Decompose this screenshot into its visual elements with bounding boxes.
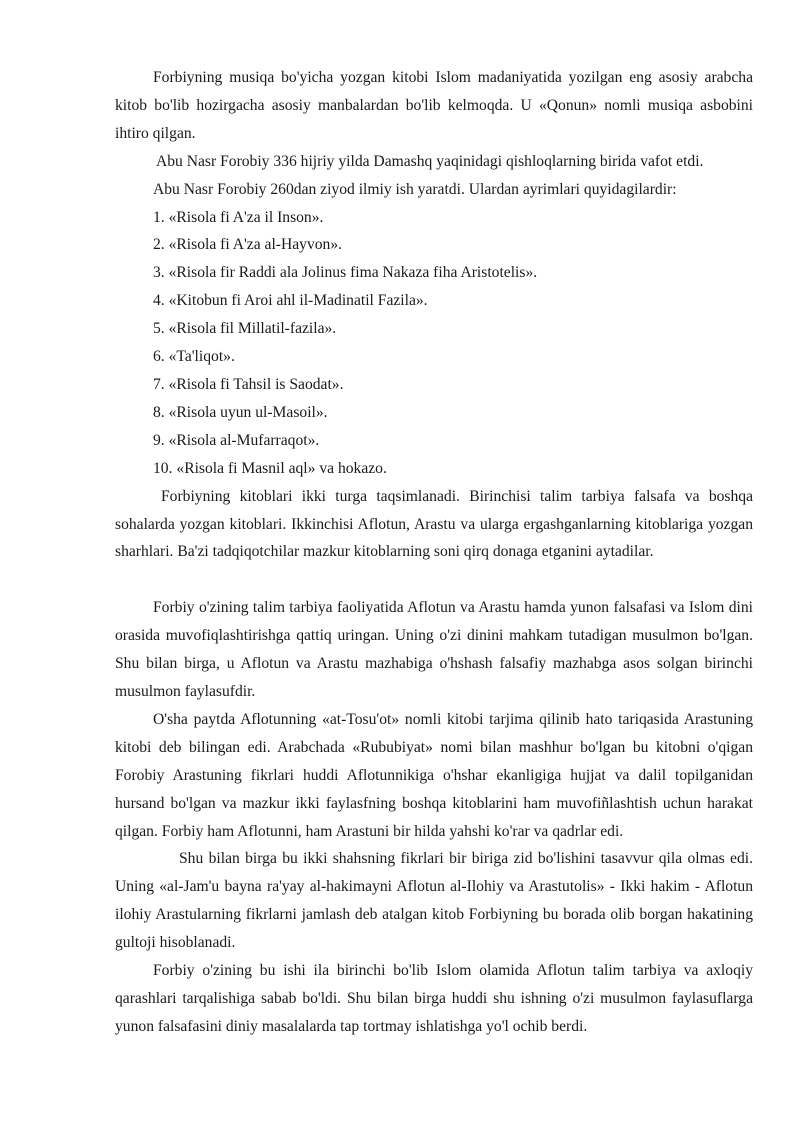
list-item: 9. «Risola al-Mufarraqot».	[153, 431, 320, 449]
list-item: 4. «Kitobun fi Aroi ahl il-Madinatil Fazila».	[153, 292, 428, 310]
works-list	[115, 204, 753, 483]
list-item: 7. «Risola fi Tahsil is Saodat».	[153, 375, 344, 393]
list-item: 1. «Risola fi A'za il Inson».	[153, 208, 324, 226]
list-item: 3. «Risola fir Raddi ala Jolinus fima Nakaza fiha Aristotelis».	[153, 264, 538, 282]
document-page	[115, 64, 753, 1041]
paragraph: Forbiyning musiqa bo'yicha yozgan kitobi Islom madaniyatida yozilgan eng asosiy arabcha kitob bo'lib hozirgacha asosiy manbalardan bo'lib kelmoqda. U «Qonun» nomli musiqa asbobini ihtiro qilgan.	[115, 69, 753, 142]
list-item: 8. «Risola uyun ul-Masoil».	[153, 403, 328, 421]
list-item: 5. «Risola fil Millatil-fazila».	[153, 320, 337, 338]
list-item: 10. «Risola fi Masnil aql» va hokazo.	[153, 459, 387, 477]
paragraph: Forbiy o'zining talim tarbiya faoliyatida Aflotun va Arastu hamda yunon falsafasi va Islom dini orasida muvofiqlashtirishga qattiq uringan. Uning o'zi dinini mahkam tutadigan musulmon bo'lgan. Shu bilan birga, u Aflotun va Arastu mazhabiga o'hshash falsafiy mazhabga asos solgan birinchi musulmon faylasufdir.	[115, 599, 753, 701]
paragraph: Shu bilan birga bu ikki shahsning fikrlari bir biriga zid bo'lishini tasavvur qila olmas edi. Uning «al-Jam'u bayna ra'yay al-hakimayni Aflotun al-Ilohiy va Arastutolis» - Ikki hakim - Aflotun ilohiy Arastularning fikrlarni jamlash deb atalgan kitob Forbiyning bu borada olib borgan hakatining gultoji hisoblanadi.	[115, 850, 753, 952]
list-item: 6. «Ta'liqot».	[153, 348, 235, 366]
paragraph: Abu Nasr Forobiy 336 hijriy yilda Damashq yaqinidagi qishloqlarning birida vafot etdi.	[156, 152, 704, 170]
paragraph: Abu Nasr Forobiy 260dan ziyod ilmiy ish yaratdi. Ulardan ayrimlari quyidagilardir:	[153, 180, 677, 198]
paragraph: Forbiyning kitoblari ikki turga taqsimlanadi. Birinchisi talim tarbiya falsafa va boshqa sohalarda yozgan kitoblari. Ikkinchisi Aflotun, Arastu va ularga ergashganlarning kitoblariga yozgan sharhlari. Ba'zi tadqiqotchilar mazkur kitoblarning soni qirq donaga etganini aytadilar.	[115, 487, 753, 561]
paragraph: O'sha paytda Aflotunning «at-Tosu'ot» nomli kitobi tarjima qilinib hato tariqasida Arastuning kitobi deb bilingan edi. Arabchada «Rububiyat» nomi bilan mashhur bo'lgan bu kitobni o'qigan Forobiy Arastuning fikrlari huddi Aflotunnikiga o'hshar ekanligiga hujjat va dalil topilganidan hursand bo'lgan va mazkur ikki faylasfning boshqa kitoblarini ham muvofiñlashtish uchun harakat qilgan. Forbiy ham Aflotunni, ham Arastuni bir hilda yahshi ko'rar va qadrlar edi.	[115, 710, 753, 840]
list-item: 2. «Risola fi A'za al-Hayvon».	[153, 236, 343, 254]
paragraph: Forbiy o'zining bu ishi ila birinchi bo'lib Islom olamida Aflotun talim tarbiya va axloqiy qarashlari tarqalishiga sabab bo'ldi. Shu bilan birga huddi shu ishning o'zi musulmon faylasuflarga yunon falsafasini diniy masalalarda tap tortmay ishlatishga yo'l ochib berdi.	[115, 962, 753, 1035]
